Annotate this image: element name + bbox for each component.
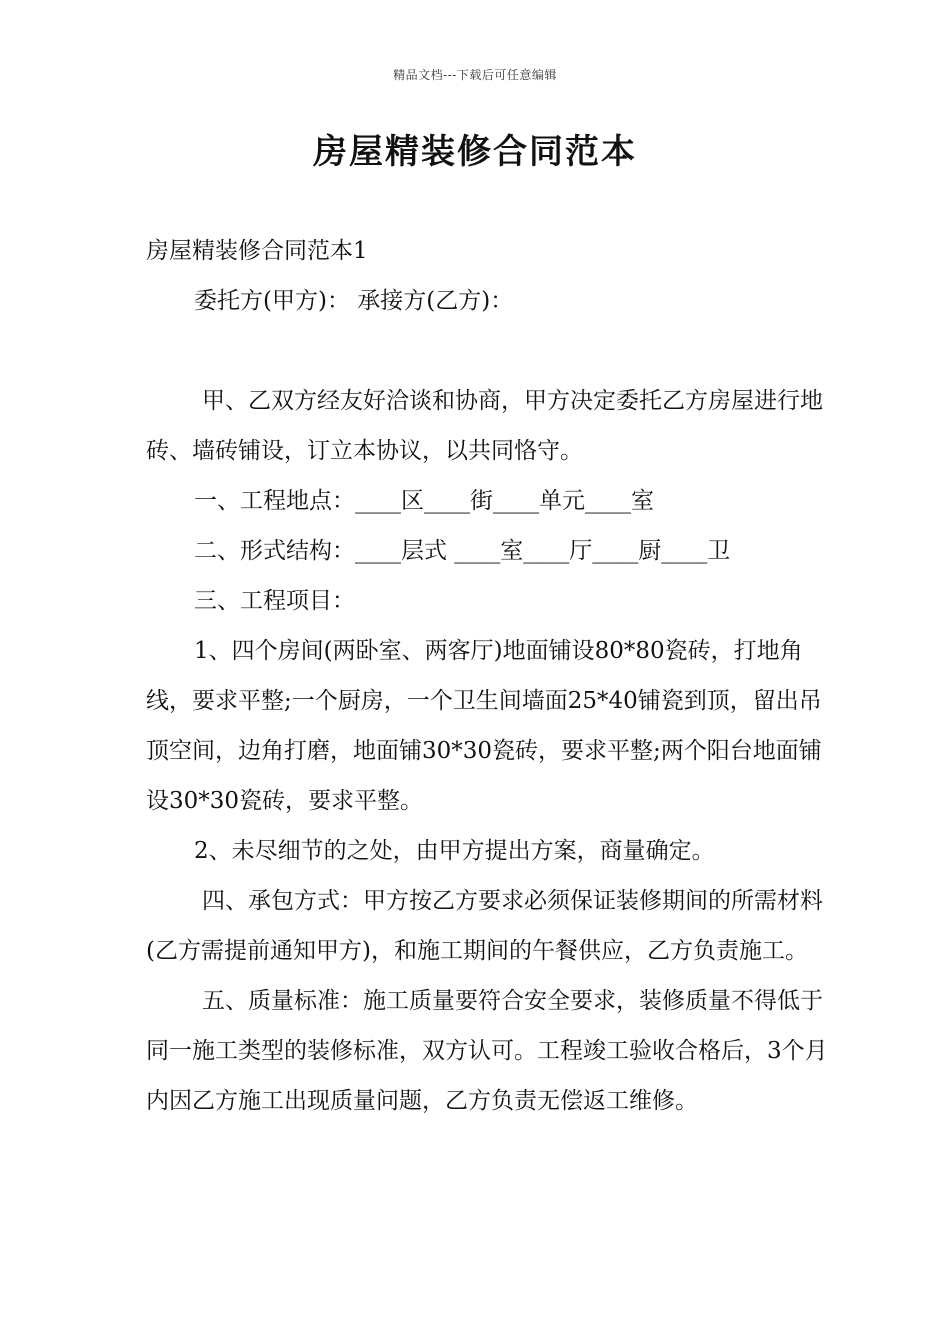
clause-quality: 五、质量标准：施工质量要符合安全要求，装修质量不得低于同一施工类型的装修标准，双方认可。工程竣工验收合格后，3个月内因乙方施工出现质量问题，乙方负责无偿返工维修。 (146, 988, 828, 1114)
section-subtitle: 房屋精装修合同范本1 (146, 238, 368, 264)
clause-item-1: 1、四个房间(两卧室、两客厅)地面铺设80*80瓷砖，打地角线，要求平整;一个厨房，一个卫生间墙面25*40铺瓷到顶，留出吊顶空间，边角打磨，地面铺30*30瓷砖，要求平整;两个阳台地面铺设30*30瓷砖，要求平整。 (146, 638, 822, 814)
intro-paragraph: 甲、乙双方经友好洽谈和协商，甲方决定委托乙方房屋进行地砖、墙砖铺设，订立本协议，以共同恪守。 (146, 388, 823, 464)
clause-structure: 二、形式结构：____层式 ____室____厅____厨____卫 (194, 538, 731, 564)
clause-location: 一、工程地点：____区____街____单元____室 (194, 488, 654, 514)
header-note: 精品文档---下载后可任意编辑 (393, 68, 557, 82)
document-title: 房屋精装修合同范本 (313, 132, 637, 172)
clause-item-2: 2、未尽细节的之处，由甲方提出方案，商量确定。 (194, 838, 715, 864)
clause-items-heading: 三、工程项目： (194, 588, 355, 614)
clause-contract-method: 四、承包方式：甲方按乙方要求必须保证装修期间的所需材料(乙方需提前通知甲方)，和施工期间的午餐供应，乙方负责施工。 (146, 888, 823, 964)
blank-line (146, 326, 836, 376)
document-body (146, 226, 836, 1126)
parties-line: 委托方(甲方)： 承接方(乙方)： (194, 288, 514, 314)
